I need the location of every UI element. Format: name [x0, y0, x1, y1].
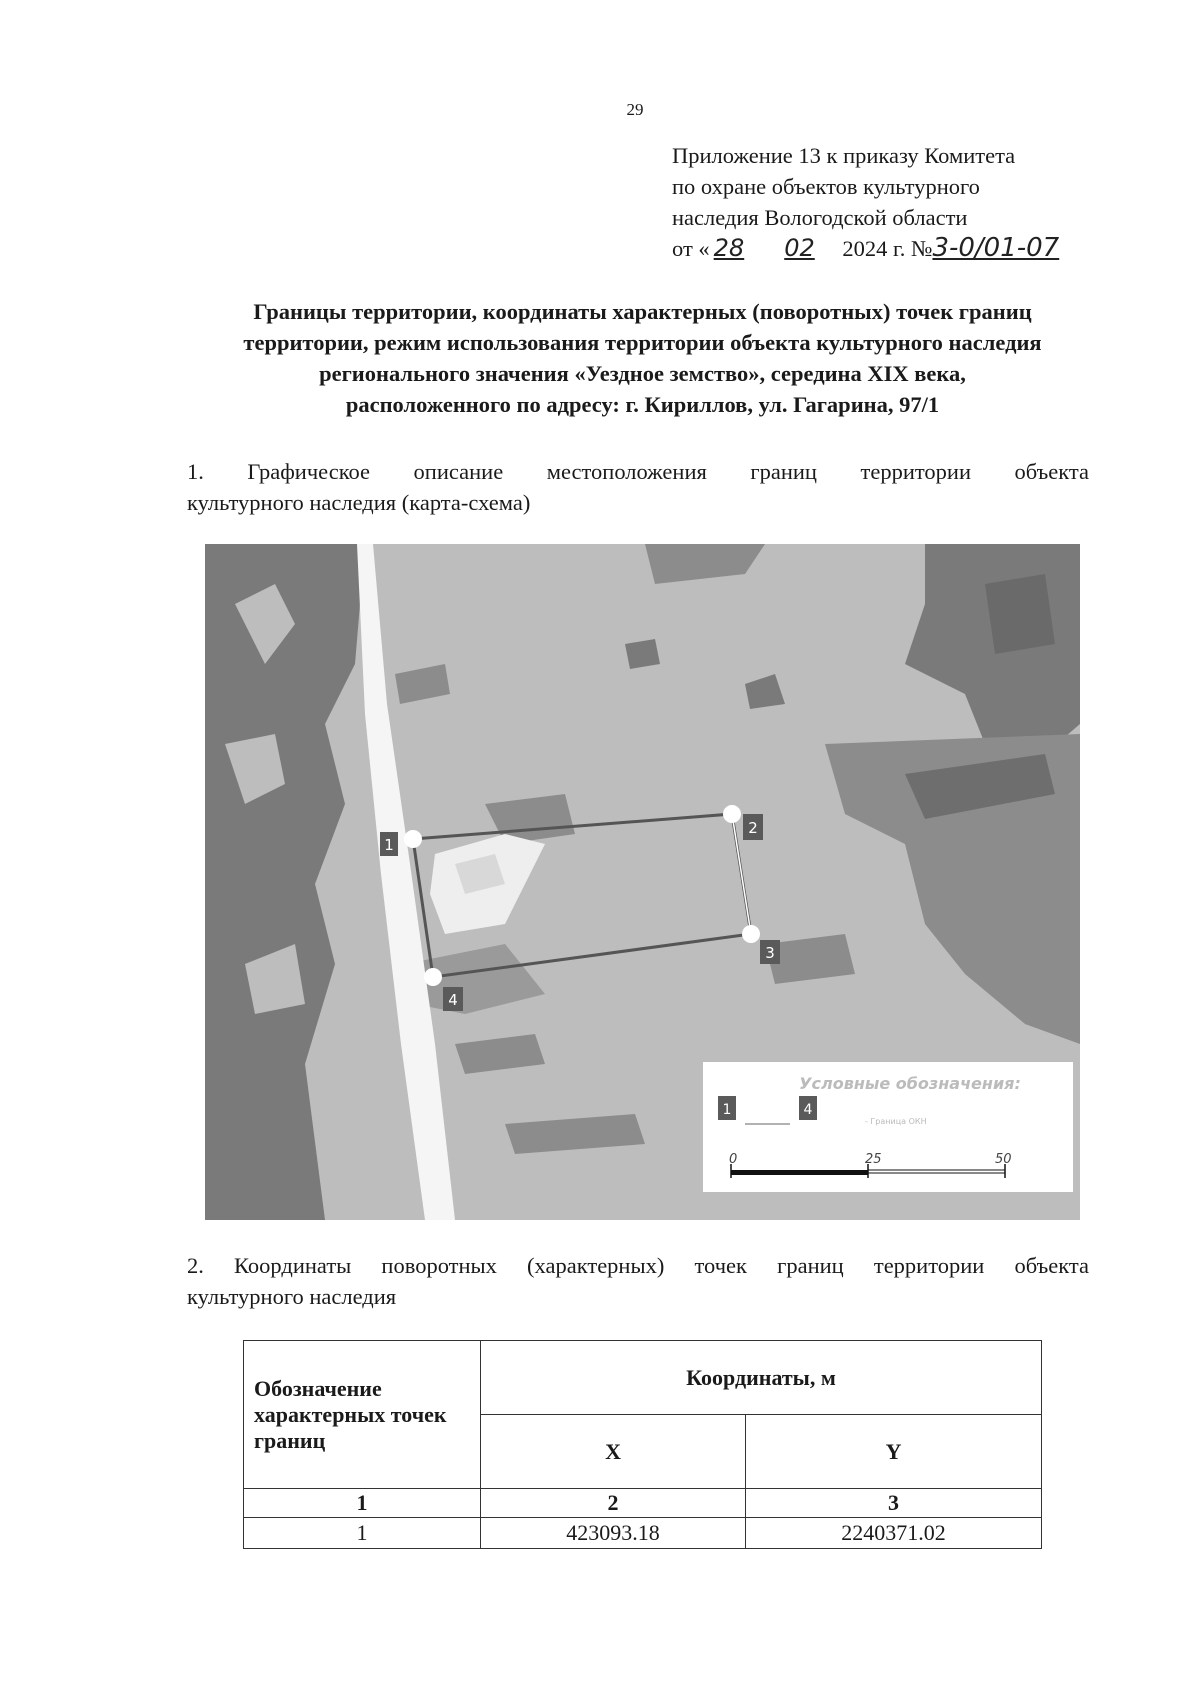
- order-day: 28: [713, 234, 745, 262]
- scale-label-25: 25: [865, 1152, 882, 1167]
- svg-text:3: 3: [765, 944, 775, 962]
- column-index-2: 2: [481, 1489, 746, 1518]
- point-id: 1: [244, 1518, 481, 1549]
- section-2-line-1: 2. Координаты поворотных (характерных) точек границ территории объекта: [187, 1253, 1089, 1278]
- order-number: 3-0/01-07: [932, 233, 1060, 263]
- section-1-line-1: 1. Графическое описание местоположения границ территории объекта: [187, 459, 1089, 484]
- boundary-point-2: [723, 805, 741, 823]
- coordinates-table: [243, 1340, 1042, 1549]
- appendix-line-3: наследия Вологодской области: [672, 205, 968, 230]
- boundary-point-1: [404, 830, 422, 848]
- document-title: [170, 296, 1115, 420]
- appendix-header: [672, 140, 1059, 264]
- svg-text:1: 1: [384, 836, 394, 854]
- column-index-1: 1: [244, 1489, 481, 1518]
- order-year-text: 2024 г. №: [842, 236, 933, 261]
- appendix-line-1: Приложение 13 к приказу Комитета: [672, 143, 1016, 168]
- table-row: [244, 1518, 1042, 1549]
- order-month: 02: [784, 234, 815, 262]
- boundary-point-3: [742, 925, 760, 943]
- coordinate-y: 2240371.02: [746, 1518, 1042, 1549]
- legend-title: Условные обозначения:: [799, 1074, 1021, 1093]
- header-y: Y: [746, 1415, 1042, 1489]
- point-label-4: [443, 987, 463, 1011]
- header-designation: Обозначение характерных точек границ: [244, 1341, 481, 1489]
- point-label-2: [743, 814, 763, 840]
- coordinate-x: 423093.18: [481, 1518, 746, 1549]
- title-line-4: расположенного по адресу: г. Кириллов, ул. Гагарина, 97/1: [345, 392, 940, 417]
- map-scheme: [205, 544, 1080, 1220]
- svg-text:4: 4: [448, 991, 458, 1009]
- header-x: X: [481, 1415, 746, 1489]
- column-index-3: 3: [746, 1489, 1042, 1518]
- legend-marker-last: 4: [803, 1102, 813, 1118]
- page-number: 29: [626, 100, 644, 119]
- scale-label-50: 50: [995, 1152, 1012, 1167]
- title-line-3: регионального значения «Уездное земство», середина XIX века,: [319, 361, 966, 386]
- section-2-heading: [187, 1250, 1089, 1312]
- order-date-prefix: от «: [672, 236, 710, 261]
- section-1-line-2: культурного наследия (карта-схема): [187, 490, 531, 515]
- order-date-number: [672, 233, 1059, 264]
- point-label-3: [760, 940, 780, 964]
- legend-marker-first: 1: [722, 1102, 732, 1118]
- header-coordinates: Координаты, м: [481, 1341, 1042, 1415]
- title-line-1: Границы территории, координаты характерных (поворотных) точек границ: [253, 299, 1032, 324]
- svg-text:2: 2: [748, 819, 758, 837]
- map-legend: [703, 1062, 1073, 1192]
- point-label-1: [380, 832, 398, 856]
- boundary-point-4: [424, 968, 442, 986]
- column-index-row: [244, 1489, 1042, 1518]
- appendix-line-2: по охране объектов культурного: [672, 174, 980, 199]
- scale-label-0: 0: [729, 1152, 738, 1167]
- map-image: [205, 544, 1080, 1220]
- section-2-line-2: культурного наследия: [187, 1284, 397, 1309]
- legend-boundary-label: - Граница ОКН: [865, 1117, 927, 1126]
- title-line-2: территории, режим использования территории объекта культурного наследия: [243, 330, 1042, 355]
- section-1-heading: [187, 456, 1089, 518]
